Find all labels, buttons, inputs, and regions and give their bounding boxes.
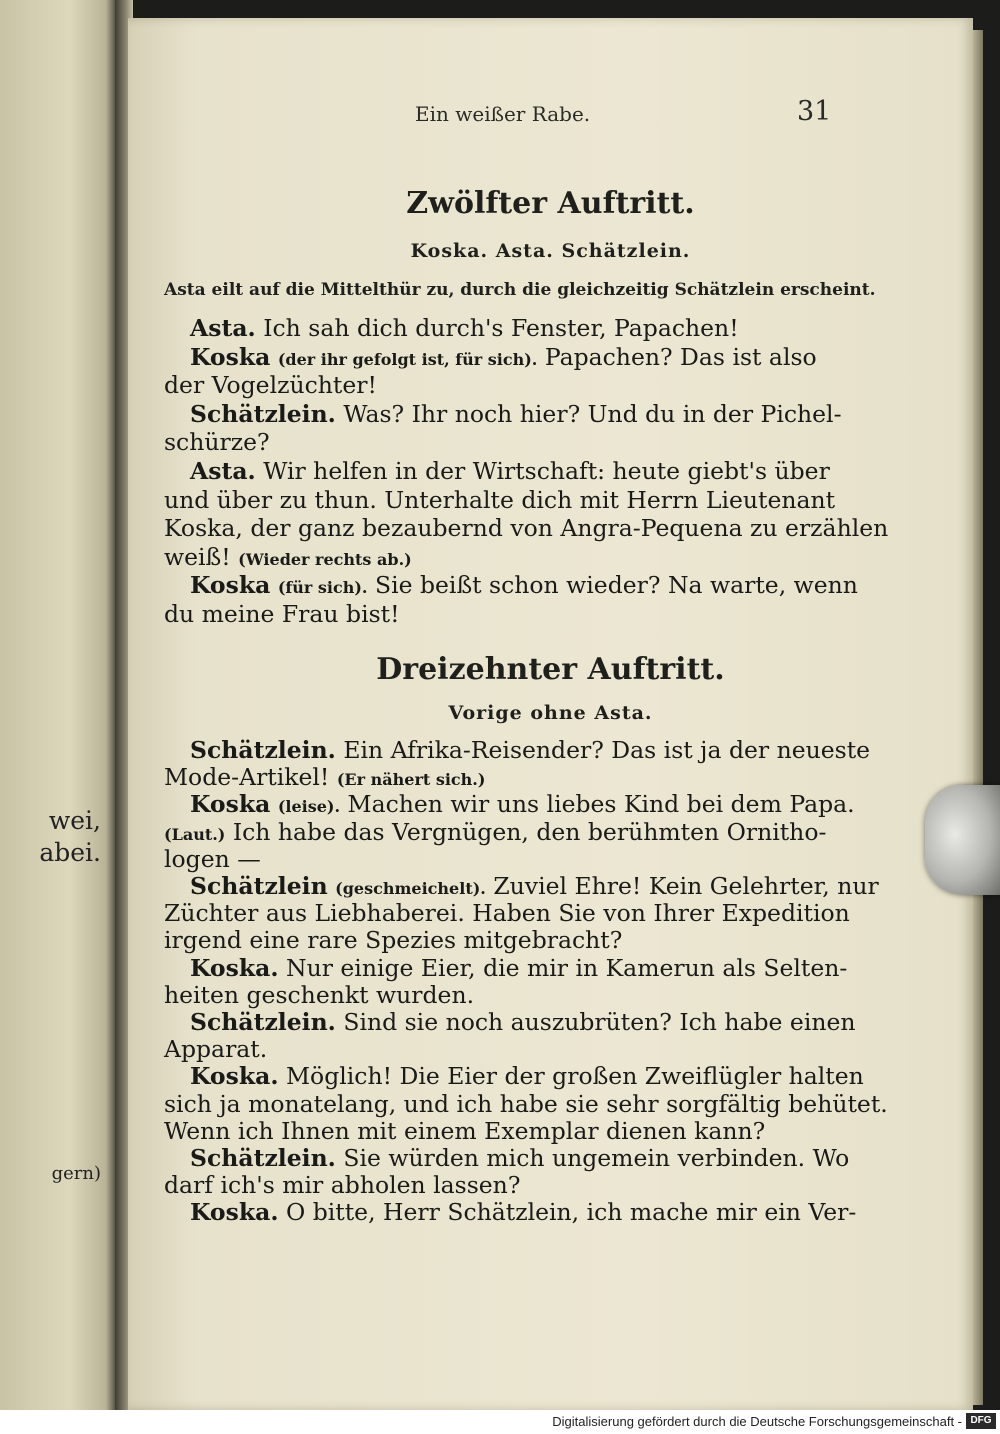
dialogue-text: Apparat. bbox=[164, 1035, 268, 1064]
dialogue-text: Ich habe das Vergnügen, den berühmten Ornitho- bbox=[232, 817, 827, 846]
speaker-name: Koska. bbox=[190, 1198, 279, 1227]
dialogue-text: weiß! bbox=[164, 542, 231, 571]
dialogue-text: und über zu thun. Unterhalte dich mit Herrn Lieutenant bbox=[164, 485, 836, 514]
dialogue-text: Wenn ich Ihnen mit einem Exemplar dienen kann? bbox=[164, 1116, 766, 1145]
dialogue-text: Möglich! Die Eier der großen Zweiflügler halten bbox=[286, 1062, 864, 1091]
inline-direction: (für sich). bbox=[277, 578, 368, 598]
dialogue-text: O bitte, Herr Schätzlein, ich mache mir ein Ver- bbox=[286, 1198, 857, 1227]
dialogue-line bbox=[164, 514, 964, 542]
dialogue-line bbox=[190, 343, 990, 374]
funding-credit: Digitalisierung gefördert durch die Deutsche Forschungsgemeinschaft - bbox=[552, 1414, 962, 1429]
dialogue-text: Sie beißt schon wieder? Na warte, wenn bbox=[374, 571, 858, 600]
speaker-name: Schätzlein. bbox=[190, 1008, 336, 1036]
dialogue-text: Mode-Artikel! bbox=[164, 763, 330, 792]
dialogue-line bbox=[164, 981, 964, 1009]
dialogue-line bbox=[164, 371, 964, 399]
dialogue-text: Sind sie noch auszubrüten? Ich habe einen bbox=[343, 1008, 856, 1036]
dialogue-line bbox=[164, 1035, 964, 1063]
speaker-name: Koska bbox=[190, 342, 271, 371]
dialogue-line bbox=[190, 1198, 990, 1226]
dialogue-text: Zuviel Ehre! Kein Gelehrter, nur bbox=[493, 872, 879, 900]
dialogue-line bbox=[190, 571, 990, 602]
dialogue-text: Koska, der ganz bezaubernd von Angra-Pequena zu erzählen bbox=[164, 514, 889, 543]
dialogue-line bbox=[164, 486, 964, 514]
dialogue-line bbox=[164, 899, 964, 927]
speaker-name: Asta. bbox=[190, 314, 256, 342]
left-page-fragment: wei, bbox=[48, 806, 101, 835]
speaker-name: Koska. bbox=[190, 953, 279, 982]
scene-characters: Vorige ohne Asta. bbox=[448, 702, 653, 724]
speaker-name: Koska bbox=[190, 571, 271, 600]
page-number: 31 bbox=[797, 96, 832, 127]
speaker-name: Schätzlein bbox=[190, 872, 328, 900]
scene-characters: Koska. Asta. Schätzlein. bbox=[410, 240, 691, 262]
dialogue-text: schürze? bbox=[164, 428, 270, 457]
dialogue-line bbox=[164, 543, 964, 574]
speaker-name: Schätzlein. bbox=[190, 399, 336, 428]
inline-direction: (geschmeichelt). bbox=[335, 879, 486, 898]
dialogue-text: Nur einige Eier, die mir in Kamerun als Selten- bbox=[286, 953, 848, 982]
dialogue-text: irgend eine rare Spezies mitgebracht? bbox=[164, 926, 623, 955]
dialogue-text: logen — bbox=[164, 844, 261, 873]
inline-direction: (leise). bbox=[277, 797, 341, 817]
left-page bbox=[0, 0, 115, 1410]
stage-direction: Asta eilt auf die Mittelthür zu, durch die gleichzeitig Schätzlein erscheint. bbox=[164, 280, 876, 300]
dialogue-line bbox=[164, 600, 964, 628]
dialogue-line bbox=[190, 954, 990, 982]
dialogue-text: Züchter aus Liebhaberei. Haben Sie von Ihrer Expedition bbox=[164, 899, 850, 928]
dialogue-line bbox=[190, 1008, 990, 1036]
dialogue-text: du meine Frau bist! bbox=[164, 600, 400, 628]
running-title: Ein weißer Rabe. bbox=[415, 102, 591, 126]
dfg-logo: DFG bbox=[966, 1413, 996, 1429]
dialogue-text: Ich sah dich durch's Fenster, Papachen! bbox=[263, 314, 739, 342]
scene-heading: Zwölfter Auftritt. bbox=[406, 186, 695, 221]
dialogue-text: der Vogelzüchter! bbox=[164, 371, 377, 400]
speaker-name: Schätzlein. bbox=[190, 736, 336, 764]
scene-heading: Dreizehnter Auftritt. bbox=[376, 652, 725, 687]
left-page-fragment: abei. bbox=[39, 838, 101, 867]
footer-bar bbox=[0, 1410, 1000, 1434]
dialogue-text: heiten geschenkt wurden. bbox=[164, 980, 475, 1009]
inline-direction: (Wieder rechts ab.) bbox=[238, 549, 412, 569]
dialogue-text: Machen wir uns liebes Kind bei dem Papa. bbox=[347, 790, 855, 819]
dialogue-line bbox=[164, 926, 964, 954]
dialogue-line bbox=[164, 1171, 964, 1199]
dialogue-line bbox=[190, 736, 990, 764]
dialogue-text: Ein Afrika-Reisender? Das ist ja der neueste bbox=[343, 736, 871, 764]
dialogue-line bbox=[190, 457, 990, 485]
dialogue-line bbox=[190, 400, 990, 428]
left-page-fragment: gern) bbox=[51, 1163, 101, 1184]
dialogue-line bbox=[190, 1144, 990, 1172]
speaker-name: Schätzlein. bbox=[190, 1144, 336, 1172]
speaker-name: Koska. bbox=[190, 1062, 279, 1091]
dialogue-text: Wir helfen in der Wirtschaft: heute giebt's über bbox=[263, 457, 830, 485]
speaker-name: Koska bbox=[190, 790, 271, 819]
page-clip bbox=[925, 785, 1000, 895]
inline-direction: (Laut.) bbox=[164, 824, 226, 844]
dialogue-text: Papachen? Das ist also bbox=[544, 342, 817, 371]
dialogue-text: sich ja monatelang, und ich habe sie sehr sorgfältig behütet. bbox=[164, 1089, 888, 1118]
dialogue-line bbox=[190, 1062, 990, 1090]
inline-direction: (Er nähert sich.) bbox=[336, 770, 486, 790]
inline-direction: (der ihr gefolgt ist, für sich). bbox=[277, 349, 538, 369]
dialogue-line bbox=[164, 1117, 964, 1145]
dialogue-text: Sie würden mich ungemein verbinden. Wo bbox=[343, 1144, 850, 1172]
dialogue-line bbox=[164, 845, 964, 873]
dialogue-line bbox=[190, 314, 990, 342]
speaker-name: Asta. bbox=[190, 457, 256, 485]
book-page bbox=[128, 18, 973, 1410]
dialogue-line bbox=[164, 1090, 964, 1118]
dialogue-line bbox=[164, 428, 964, 456]
dialogue-text: Was? Ihr noch hier? Und du in der Pichel- bbox=[343, 399, 842, 428]
dialogue-text: darf ich's mir abholen lassen? bbox=[164, 1171, 521, 1200]
